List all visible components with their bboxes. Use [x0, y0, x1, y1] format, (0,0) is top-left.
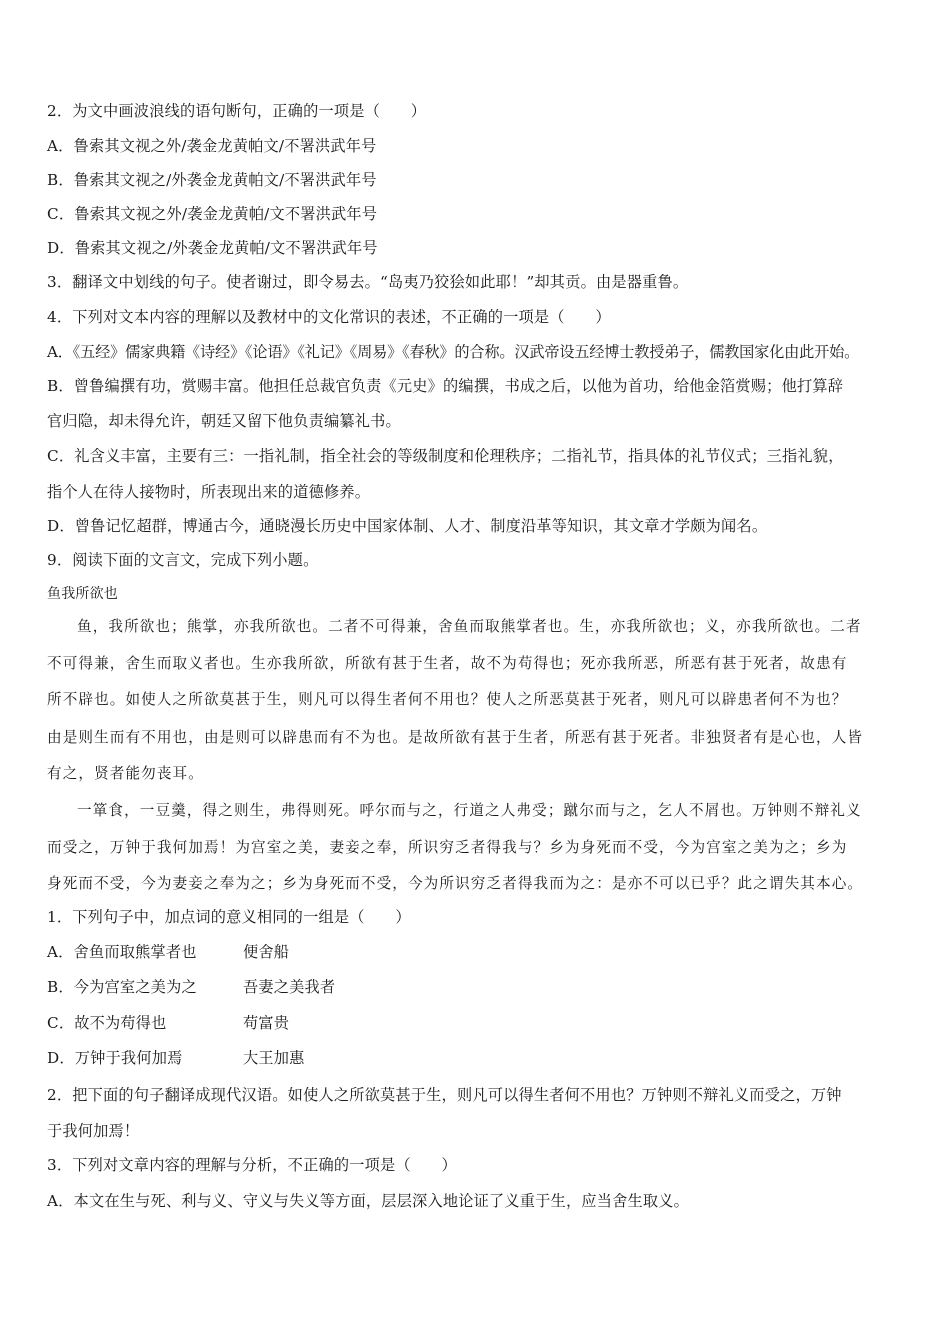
- q2-option-a: A．鲁索其文视之外/袭金龙黄帕文/不署洪武年号: [47, 137, 377, 155]
- subq2-line2: 于我何加焉！: [47, 1122, 140, 1140]
- passage-p1-line3: 所不辟也。如使人之所欲莫甚于生，则凡可以得生者何不用也？使人之所恶莫甚于死者，则凡可以辟患者何不为也？: [47, 691, 848, 708]
- q2-option-c: C．鲁索其文视之外/袭金龙黄帕/文不署洪武年号: [47, 205, 378, 223]
- passage-p2-line2: 而受之，万钟于我何加焉！为宫室之美，妻妾之奉，所识穷乏者得我与？乡为身死而不受，今为宫室之美为之；乡为: [47, 839, 848, 856]
- subq1-option-b-label: B．今为宫室之美为之: [47, 978, 197, 996]
- subq2-line1: 2．把下面的句子翻译成现代汉语。如使人之所欲莫甚于生，则凡可以得生者何不用也？万钟则不辩礼义而受之，万钟: [47, 1086, 842, 1104]
- subq1-option-c-pair: 苟富贵: [243, 1014, 290, 1032]
- subq1-option-c-label: C．故不为苟得也: [47, 1014, 167, 1032]
- subq1-option-b: [47, 977, 336, 997]
- q9-intro: 9．阅读下面的文言文，完成下列小题。: [47, 551, 319, 569]
- passage-title: 鱼我所欲也: [47, 586, 118, 602]
- q4-question: 4．下列对文本内容的理解以及教材中的文化常识的表述，不正确的一项是（ ）: [47, 308, 611, 326]
- passage-p1-line2: 不可得兼，舍生而取义者也。生亦我所欲，所欲有甚于生者，故不为苟得也；死亦我所恶，所恶有甚于死者，故患有: [47, 655, 848, 672]
- subq1-option-b-pair: 吾妻之美我者: [243, 978, 336, 996]
- q3-question: 3．翻译文中划线的句子。使者谢过，即令易去。“岛夷乃狡狯如此耶！”却其贡。由是器重鲁。: [47, 273, 689, 291]
- subq1-question: 1．下列句子中，加点词的意义相同的一组是（ ）: [47, 908, 411, 926]
- passage-p1-line5: 有之，贤者能勿丧耳。: [47, 765, 204, 782]
- subq1-option-a-pair: 便舍船: [243, 943, 290, 961]
- passage-p2-line3: 身死而不受，今为妻妾之奉为之；乡为身死而不受，今为所识穷乏者得我而为之：是亦不可以已乎？此之谓失其本心。: [47, 875, 864, 892]
- subq1-option-d: [47, 1048, 305, 1068]
- q4-option-b-line2: 官归隐，却未得允许，朝廷又留下他负责编纂礼书。: [47, 412, 401, 430]
- q4-option-c-line2: 指个人在待人接物时，所表现出来的道德修养。: [47, 483, 371, 501]
- q4-option-b-line1: B．曾鲁编撰有功，赏赐丰富。他担任总裁官负责《元史》的编撰，书成之后，以他为首功，给他金箔赏赐；他打算辞: [47, 377, 844, 395]
- q2-option-d: D．鲁索其文视之/外袭金龙黄帕/文不署洪武年号: [47, 239, 378, 257]
- passage-p1-line4: 由是则生而有不用也，由是则可以辟患而有不为也。是故所欲有甚于生者，所恶有甚于死者。非独贤者有是心也，人皆: [47, 729, 864, 746]
- q4-option-d: D．曾鲁记忆超群，博通古今，通晓漫长历史中国家体制、人才、制度沿革等知识，其文章才学颇为闻名。: [47, 517, 768, 535]
- q2-question: 2．为文中画波浪线的语句断句，正确的一项是（ ）: [47, 102, 427, 120]
- subq1-option-a: [47, 942, 290, 962]
- passage-p1-line1: 鱼，我所欲也；熊掌，亦我所欲也。二者不可得兼，舍鱼而取熊掌者也。生，亦我所欲也；义，亦我所欲也。二者: [77, 618, 862, 635]
- subq1-option-a-label: A．舍鱼而取熊掌者也: [47, 943, 197, 961]
- subq3-question: 3．下列对文章内容的理解与分析，不正确的一项是（ ）: [47, 1156, 457, 1174]
- subq3-option-a: A．本文在生与死、利与义、守义与失义等方面，层层深入地论证了义重于生，应当舍生取义。: [47, 1192, 690, 1210]
- q4-option-c-line1: C．礼含义丰富，主要有三：一指礼制，指全社会的等级制度和伦理秩序；二指礼节，指具体的礼节仪式；三指礼貌，: [47, 447, 844, 465]
- subq1-option-d-label: D．万钟于我何加焉: [47, 1049, 183, 1067]
- subq1-option-c: [47, 1013, 290, 1033]
- subq1-option-d-pair: 大王加惠: [243, 1049, 305, 1067]
- q4-option-a: A．《五经》儒家典籍《诗经》《论语》《礼记》《周易》《春秋》的合称。汉武帝设五经博士教授弟子，儒教国家化由此开始。: [47, 343, 860, 361]
- passage-p2-line1: 一箪食，一豆羹，得之则生，弗得则死。呼尔而与之，行道之人弗受；蹴尔而与之，乞人不屑也。万钟则不辩礼义: [77, 802, 862, 819]
- q2-option-b: B．鲁索其文视之/外袭金龙黄帕文/不署洪武年号: [47, 171, 377, 189]
